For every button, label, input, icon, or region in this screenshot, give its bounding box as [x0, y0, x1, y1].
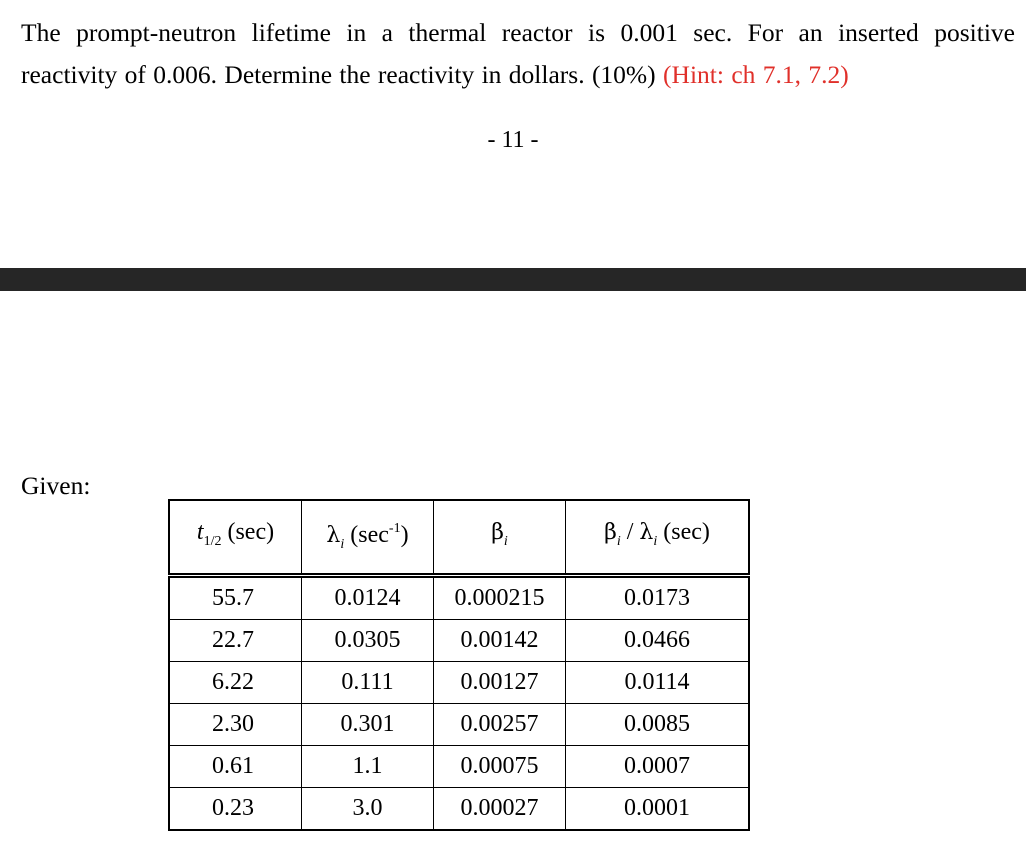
cell-decay-constant: 1.1: [302, 746, 434, 788]
cell-beta-over-lambda: 0.0085: [566, 704, 750, 746]
cell-beta: 0.000215: [434, 576, 566, 620]
decay-unit-close: ): [400, 522, 409, 548]
cell-decay-constant: 0.301: [302, 704, 434, 746]
beta-subscript: i: [503, 534, 508, 549]
cell-decay-constant: 3.0: [302, 788, 434, 831]
ratio-unit: (sec): [663, 519, 710, 545]
header-beta-over-lambda: [566, 500, 750, 576]
ratio-lambda-subscript: i: [653, 534, 658, 549]
table-row: [169, 662, 749, 704]
table-row: [169, 788, 749, 831]
ratio-lambda-symbol: λ: [639, 520, 654, 545]
cell-beta: 0.00075: [434, 746, 566, 788]
cell-beta: 0.00142: [434, 620, 566, 662]
decay-unit-open: (sec: [350, 522, 389, 548]
problem-line-1: The prompt-neutron lifetime in a thermal reactor is 0.001 sec. For an inserted positive: [21, 18, 1015, 47]
cell-beta: 0.00027: [434, 788, 566, 831]
table-header-row: [169, 500, 749, 576]
beta-symbol: β: [491, 520, 504, 545]
ratio-beta-symbol: β: [604, 520, 617, 545]
half-life-symbol: t: [196, 519, 204, 545]
ratio-beta-subscript: i: [616, 534, 621, 549]
cell-half-life: 6.22: [169, 662, 302, 704]
cell-half-life: 2.30: [169, 704, 302, 746]
page-number: - 11 -: [487, 127, 539, 153]
cell-decay-constant: 0.0305: [302, 620, 434, 662]
table-row: [169, 704, 749, 746]
ratio-slash: /: [620, 519, 640, 545]
decay-unit-exponent: -1: [388, 521, 401, 536]
cell-half-life: 0.23: [169, 788, 302, 831]
problem-statement: [21, 12, 1015, 96]
cell-beta-over-lambda: 0.0173: [566, 576, 750, 620]
delayed-neutron-table: [168, 499, 750, 831]
problem-line-2: [21, 54, 1015, 96]
cell-half-life: 55.7: [169, 576, 302, 620]
half-life-subscript: 1/2: [203, 534, 222, 549]
cell-half-life: 0.61: [169, 746, 302, 788]
cell-decay-constant: 0.0124: [302, 576, 434, 620]
half-life-unit: (sec): [227, 519, 275, 545]
table-row: [169, 620, 749, 662]
cell-decay-constant: 0.111: [302, 662, 434, 704]
header-beta: [434, 500, 566, 576]
hint-text: (Hint: ch 7.1, 7.2): [663, 60, 849, 89]
cell-beta-over-lambda: 0.0466: [566, 620, 750, 662]
header-half-life: [169, 500, 302, 576]
cell-beta-over-lambda: 0.0114: [566, 662, 750, 704]
header-decay-constant: [302, 500, 434, 576]
cell-half-life: 22.7: [169, 620, 302, 662]
lambda-symbol: λ: [326, 523, 341, 548]
cell-beta: 0.00257: [434, 704, 566, 746]
cell-beta: 0.00127: [434, 662, 566, 704]
page-break-bar: [0, 268, 1026, 291]
table-row: [169, 576, 749, 620]
given-label: Given:: [21, 471, 91, 500]
table-row: [169, 746, 749, 788]
lambda-subscript: i: [340, 537, 345, 552]
problem-line-2-text: reactivity of 0.006. Determine the reactivity in dollars. (10%): [21, 60, 656, 89]
cell-beta-over-lambda: 0.0001: [566, 788, 750, 831]
cell-beta-over-lambda: 0.0007: [566, 746, 750, 788]
